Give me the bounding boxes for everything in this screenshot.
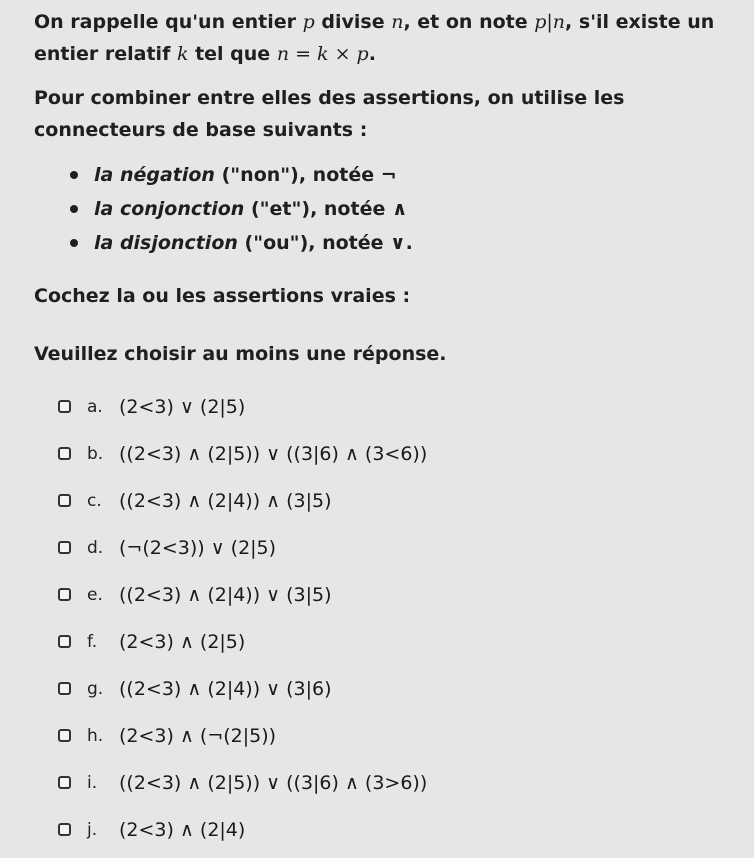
connectors-paragraph: Pour combiner entre elles des assertions, on utilise les connecteurs de base suivants : xyxy=(34,87,625,141)
option-letter: j. xyxy=(87,819,98,840)
list-item xyxy=(70,158,413,192)
option-expression: (¬(2<3)) ∨ (2|5) xyxy=(119,536,277,559)
option-letter: b. xyxy=(87,443,104,464)
option-letter: c. xyxy=(87,490,102,511)
intro-text-4: , s'il existe un entier relatif xyxy=(34,11,715,65)
intro-equation: n = k × p xyxy=(276,43,369,65)
intro-text-5: tel que xyxy=(188,43,277,65)
checkbox-h[interactable] xyxy=(58,729,71,742)
option-d[interactable] xyxy=(58,524,427,571)
connectors-list xyxy=(70,158,413,260)
intro-var-p: p xyxy=(302,11,315,33)
checkbox-j[interactable] xyxy=(58,823,71,836)
option-letter: a. xyxy=(87,396,103,417)
connector-desc: ("non"), notée ¬ xyxy=(214,164,397,186)
option-e[interactable] xyxy=(58,571,427,618)
validation-warning: Veuillez choisir au moins une réponse. xyxy=(34,343,447,365)
option-b[interactable] xyxy=(58,430,427,477)
connector-term: la conjonction xyxy=(94,198,245,220)
option-h[interactable] xyxy=(58,712,427,759)
intro-text-1: On rappelle qu'un entier xyxy=(34,11,303,33)
checkbox-b[interactable] xyxy=(58,447,71,460)
option-letter: e. xyxy=(87,584,103,605)
option-expression: ((2<3) ∧ (2|5)) ∨ ((3|6) ∧ (3>6)) xyxy=(119,771,428,794)
intro-text-2: divise xyxy=(314,11,392,33)
connector-desc: ("et"), notée ∧ xyxy=(244,198,408,220)
connector-term: la disjonction xyxy=(94,232,238,254)
option-expression: ((2<3) ∧ (2|4)) ∧ (3|5) xyxy=(119,489,332,512)
checkbox-e[interactable] xyxy=(58,588,71,601)
option-c[interactable] xyxy=(58,477,427,524)
intro-var-n: n xyxy=(391,11,404,33)
option-letter: i. xyxy=(87,772,98,793)
option-expression: (2<3) ∨ (2|5) xyxy=(119,395,246,418)
option-g[interactable] xyxy=(58,665,427,712)
checkbox-c[interactable] xyxy=(58,494,71,507)
intro-paragraph xyxy=(34,6,734,70)
bullet-icon xyxy=(70,205,78,213)
option-expression: ((2<3) ∧ (2|4)) ∨ (3|6) xyxy=(119,677,332,700)
answer-options xyxy=(58,383,427,853)
intro-divides: p|n xyxy=(534,11,566,33)
option-expression: (2<3) ∧ (2|5) xyxy=(119,630,246,653)
list-item xyxy=(70,192,413,226)
option-f[interactable] xyxy=(58,618,427,665)
connector-desc: ("ou"), notée ∨. xyxy=(237,232,413,254)
checkbox-g[interactable] xyxy=(58,682,71,695)
intro-text-3: , et on note xyxy=(403,11,535,33)
connector-term: la négation xyxy=(94,164,215,186)
checkbox-a[interactable] xyxy=(58,400,71,413)
option-letter: d. xyxy=(87,537,104,558)
option-expression: ((2<3) ∧ (2|5)) ∨ ((3|6) ∧ (3<6)) xyxy=(119,442,428,465)
option-expression: (2<3) ∧ (¬(2|5)) xyxy=(119,724,277,747)
checkbox-f[interactable] xyxy=(58,635,71,648)
checkbox-d[interactable] xyxy=(58,541,71,554)
option-expression: ((2<3) ∧ (2|4)) ∨ (3|5) xyxy=(119,583,332,606)
bullet-icon xyxy=(70,239,78,247)
bullet-icon xyxy=(70,171,78,179)
option-letter: f. xyxy=(87,631,98,652)
option-expression: (2<3) ∧ (2|4) xyxy=(119,818,246,841)
question-instruction: Cochez la ou les assertions vraies : xyxy=(34,285,411,307)
intro-text-end: . xyxy=(368,43,376,65)
list-item xyxy=(70,226,413,260)
intro-var-k: k xyxy=(176,43,189,65)
option-letter: h. xyxy=(87,725,104,746)
option-a[interactable] xyxy=(58,383,427,430)
option-j[interactable] xyxy=(58,806,427,853)
option-i[interactable] xyxy=(58,759,427,806)
checkbox-i[interactable] xyxy=(58,776,71,789)
option-letter: g. xyxy=(87,678,104,699)
